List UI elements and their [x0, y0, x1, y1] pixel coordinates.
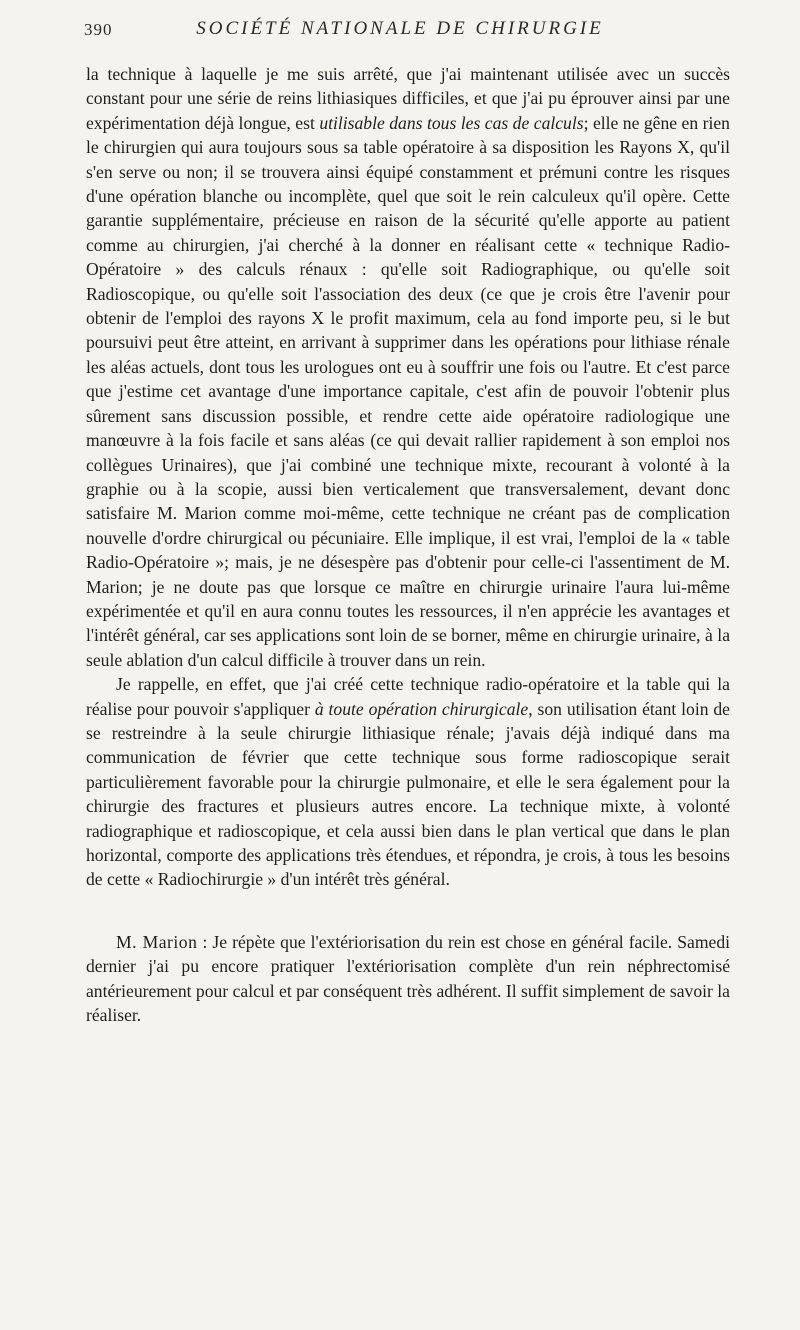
paragraph-2-text-a: Je rappelle, en effet, que j'ai créé cette technique radio-opératoire et la table qui la réalise pour pouvoir s'appliquer — [86, 674, 730, 719]
paragraph-1-text-b: ; elle ne gêne en rien le chirurgien qui aura toujours sous sa table opératoire à sa disposition les Rayons X, qu'il s'en serve ou non; il se trouvera ainsi équipé constamment et prémuni contre les risques d'une opération blanche ou incomplète, quel que soit le rein calculeux qu'il opère. Cette garantie supplémentaire, précieuse en raison de la sécurité qu'elle apporte au patient comme au chirurgien, j'ai cherché à la donner en réalisant cette « technique Radio-Opératoire » des calculs rénaux : qu'elle soit Radiographique, ou qu'elle soit Radioscopique, ou qu'elle soit l'association des deux (ce que je crois être l'avenir pour obtenir de l'emploi des rayons X le profit maximum, cela au fond importe peu, si le but poursuivi peut être atteint, en arrivant à supprimer dans les opérations pour lithiase rénale les aléas actuels, dont tous les urologues ont eu à souffrir une fois ou l'autre. Et c'est parce que j'estime cet avantage d'une importance capitale, c'est afin de pouvoir l'obtenir plus sûrement sans discussion possible, et rendre cette aide opératoire radiologique une manœuvre à la fois facile et sans aléas (ce qui devait rallier rapidement à son emploi nos collègues Urinaires), que j'ai combiné une technique mixte, recourant à volonté à la graphie ou à la scopie, aussi bien verticalement que transversalement, devant donc satisfaire M. Marion comme moi-même, cette technique ne créant pas de complication nouvelle d'ordre chirurgical ou pécuniaire. Elle implique, il est vrai, l'emploi de la « table Radio-Opératoire »; mais, je ne désespère pas d'obtenir pour celle-ci l'assentiment de M. Marion; je ne doute pas que lorsque ce maître en chirurgie urinaire l'aura lui-même expérimentée et qu'il en aura connu toutes les ressources, il n'en apprécie les avantages et l'intérêt général, car ses applications sont loin de se borner, même en chirurgie urinaire, à la seule ablation d'un calcul difficile à trouver dans un rein. — [86, 112, 730, 670]
speaker-name: M. Marion — [116, 931, 198, 952]
paragraph-1-text-a: la technique à laquelle je me suis arrêté, que j'ai maintenant utilisée avec un succès constant pour une série de reins lithiasiques difficiles, et que j'ai pu éprouver ainsi par une expérimentation déjà longue, est — [86, 64, 730, 133]
paragraph-2 — [86, 672, 730, 892]
paragraph-1-emphasis: utilisable dans tous les cas de calculs — [319, 112, 584, 133]
paragraph-3-text: : Je répète que l'extériorisation du rein est chose en général facile. Samedi dernier j'ai pu encore pratiquer l'extériorisation complète d'un rein néphrectomisé antérieurement pour calcul et par conséquent très adhérent. Il suffit simplement de savoir la réaliser. — [86, 931, 730, 1026]
paragraph-1 — [86, 62, 730, 672]
running-title: SOCIÉTÉ NATIONALE DE CHIRURGIE — [196, 18, 604, 39]
paragraph-2-text-b: , son utilisation étant loin de se restreindre à la seule chirurgie lithiasique rénale; j'avais déjà indiqué dans ma communication de février que cette technique sous forme radioscopique serait particulièrement favorable pour la chirurgie pulmonaire, et elle le sera également pour la chirurgie des fractures et plusieurs autres encore. La technique mixte, à volonté radiographique et radioscopique, et cela aussi bien dans le plan vertical que dans le plan horizontal, comporte des applications très étendues, et répondra, je crois, à tous les besoins de cette « Radiochirurgie » d'un intérêt très général. — [86, 698, 730, 890]
paragraph-3 — [86, 930, 730, 1028]
body-text — [86, 62, 730, 1027]
page-number: 390 — [84, 20, 113, 39]
paragraph-2-emphasis: à toute opération chirurgicale — [314, 698, 529, 719]
page-header — [0, 14, 800, 48]
